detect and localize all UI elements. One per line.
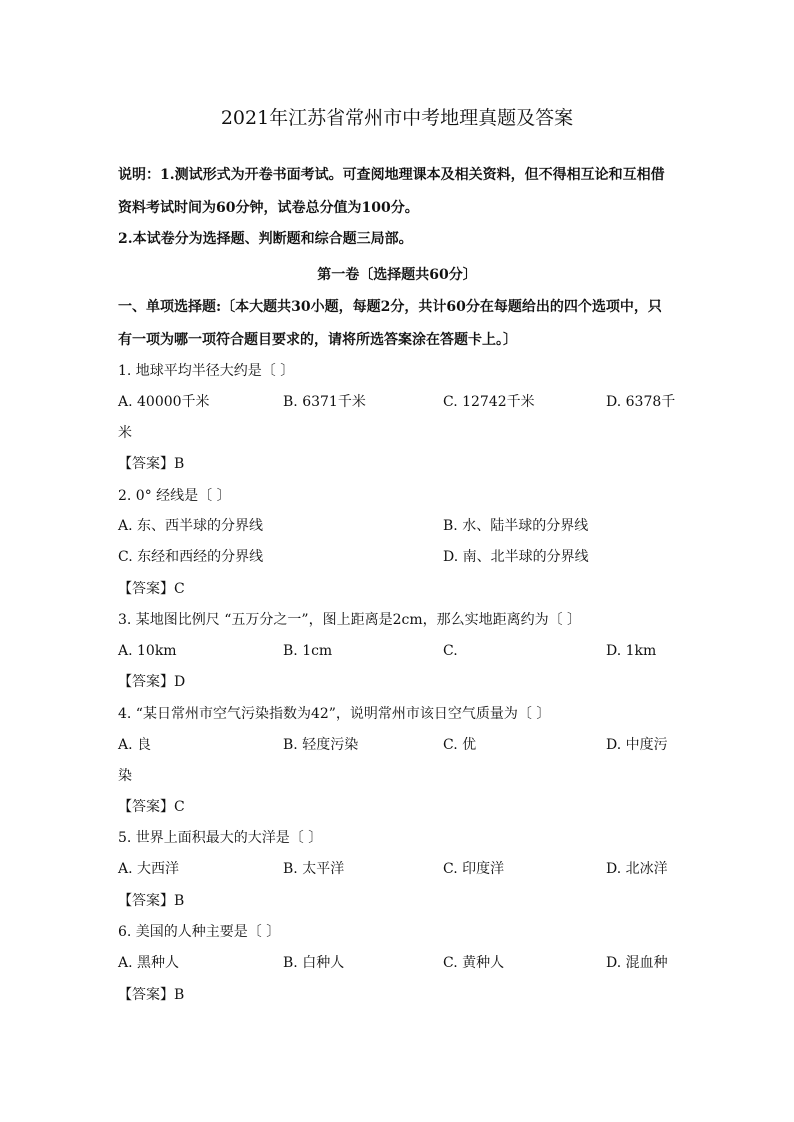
option-c: C. 黄种人 [443, 955, 505, 971]
question-stem: 2. 0° 经线是〔 〕 [118, 488, 231, 504]
option-a: A. 大西洋 [118, 861, 180, 877]
option-c: C. 12742千米 [443, 394, 535, 410]
question-stem: 1. 地球平均半径大约是〔 〕 [118, 363, 295, 379]
question-stem: 3. 某地图比例尺 “五万分之一”，图上距离是2cm，那么实地距离约为〔 〕 [118, 612, 582, 628]
option-d: D. 南、北半球的分界线 [443, 549, 589, 565]
option-c: C. 印度洋 [443, 861, 505, 877]
option-a: A. 黑种人 [118, 955, 180, 971]
option-c: C. [443, 643, 458, 659]
option-d: D. 6378千 [606, 394, 676, 410]
option-d: D. 混血种 [606, 955, 668, 971]
option-b: B. 1cm [283, 643, 333, 659]
answer-line: 【答案】B [118, 456, 185, 472]
answer-line: 【答案】B [118, 987, 185, 1003]
answer-line: 【答案】C [118, 799, 185, 815]
notes-line-1: 说明：1.测试形式为开卷书面考试。可查阅地理课本及相关资料，但不得相互论和互相借 [118, 167, 665, 183]
option-b: B. 太平洋 [283, 861, 345, 877]
option-a: A. 10km [118, 643, 177, 659]
answer-line: 【答案】B [118, 893, 185, 909]
option-wrap: 米 [118, 425, 132, 441]
option-b: B. 6371千米 [283, 394, 366, 410]
notes-line-2: 资料考试时间为60分钟，试卷总分值为100分。 [118, 200, 419, 216]
option-b: B. 轻度污染 [283, 737, 359, 753]
page-title: 2021年江苏省常州市中考地理真题及答案 [220, 107, 574, 129]
answer-line: 【答案】C [118, 581, 185, 597]
option-d: D. 北冰洋 [606, 861, 668, 877]
option-a: A. 良 [118, 737, 152, 753]
part-intro-line-1: 一、单项选择题:〔本大题共30小题，每题2分，共计60分在每题给出的四个选项中，只 [118, 299, 662, 315]
option-c: C. 东经和西经的分界线 [118, 549, 264, 565]
option-d: D. 中度污 [606, 737, 668, 753]
option-wrap: 染 [118, 768, 132, 784]
question-stem: 4. “某日常州市空气污染指数为42”，说明常州市该日空气质量为〔 〕 [118, 706, 551, 722]
option-b: B. 水、陆半球的分界线 [443, 518, 589, 534]
notes-line-3: 2.本试卷分为选择题、判断题和综合题三局部。 [118, 231, 413, 247]
section-heading: 第一卷〔选择题共60分〕 [317, 267, 477, 283]
part-intro-line-2: 有一项为哪一项符合题目要求的，请将所选答案涂在答题卡上。〕 [118, 332, 517, 348]
question-stem: 5. 世界上面积最大的大洋是〔 〕 [118, 830, 323, 846]
option-d: D. 1km [606, 643, 657, 659]
option-a: A. 东、西半球的分界线 [118, 518, 264, 534]
question-stem: 6. 美国的人种主要是〔 〕 [118, 924, 281, 940]
option-c: C. 优 [443, 737, 477, 753]
answer-line: 【答案】D [118, 674, 186, 690]
option-a: A. 40000千米 [118, 394, 210, 410]
option-b: B. 白种人 [283, 955, 345, 971]
